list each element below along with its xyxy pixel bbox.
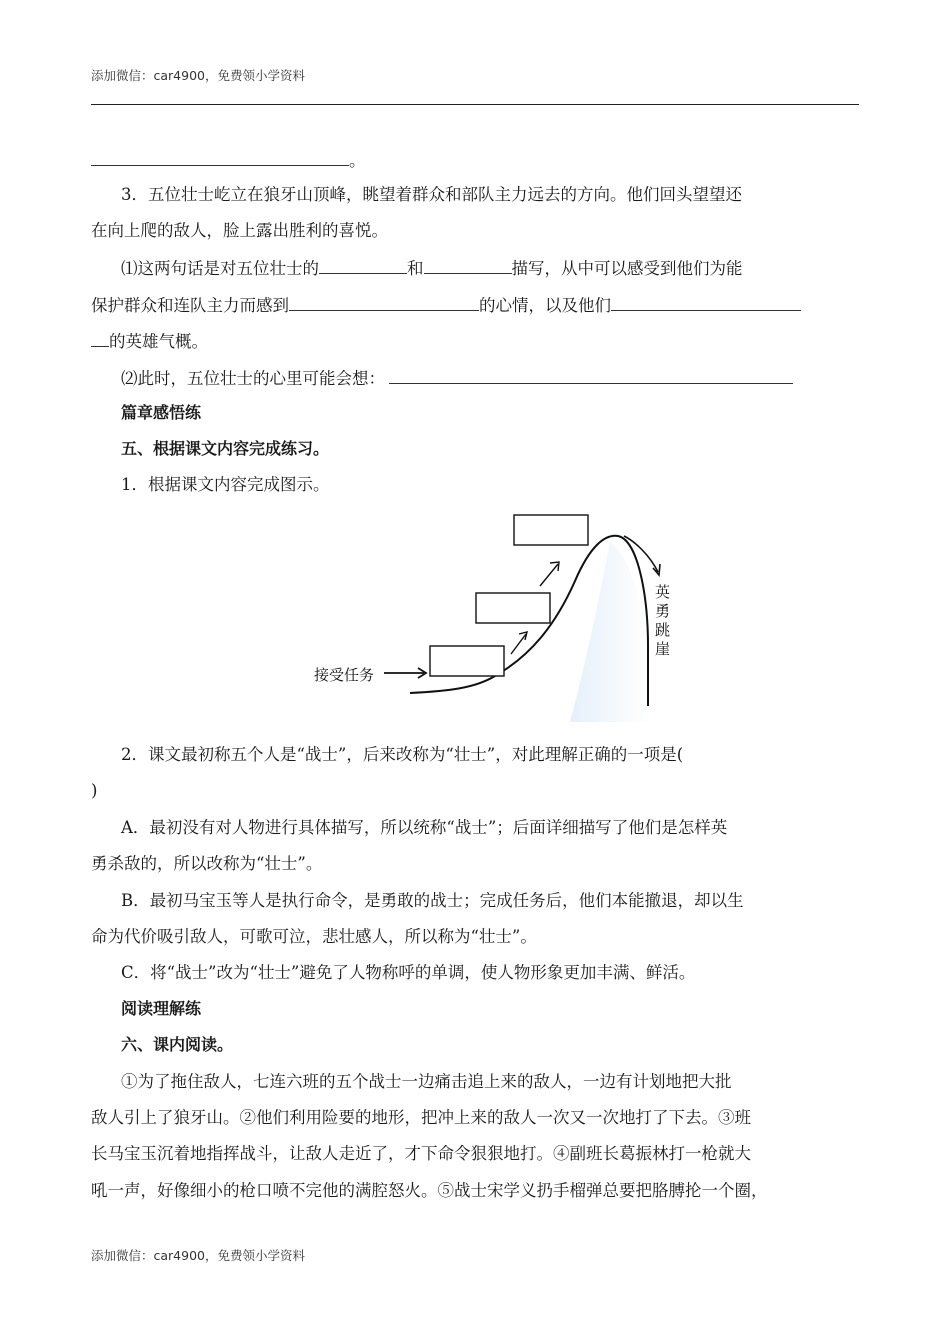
passage-line-1: ①为了拖住敌人，七连六班的五个战士一边痛击追上来的敌人，一边有计划地把大批 (121, 1072, 732, 1091)
question-5-2-line-1: 2．课文最初称五个人是“战士”，后来改称为“壮士”，对此理解正确的一项是( (121, 745, 684, 764)
answer-blank (91, 148, 349, 166)
task-diagram (300, 506, 690, 722)
fill-blank (389, 366, 793, 384)
passage-line-4: 吼一声，好像细小的枪口喷不完他的满腔怒火。⑤战士宋学义扔手榴弹总要把胳膊抡一个圈， (91, 1181, 768, 1200)
descent-arrow (624, 536, 658, 572)
diagram-box-3 (514, 515, 588, 545)
fill-blank (91, 329, 109, 347)
option-b-line-2: 命为代价吸引敌人，可歌可泣，悲壮感人，所以称为“壮士”。 (91, 927, 537, 946)
answer-line-continued: 。 (91, 148, 861, 172)
step-arrow-2-head (550, 562, 559, 571)
section-title-2: 阅读理解练 (121, 999, 202, 1018)
question-3-line-2: 在向上爬的敌人，脸上露出胜利的喜悦。 (91, 221, 388, 240)
page-footer: 添加微信：car4900，免费领小学资料 (91, 1248, 305, 1263)
fill-blank (611, 293, 801, 311)
question-3-line-1: 3．五位壮士屹立在狼牙山顶峰，眺望着群众和部队主力远去的方向。他们回头望望还 (121, 185, 742, 204)
fill-blank (289, 293, 479, 311)
part-5-title: 五、根据课文内容完成练习。 (121, 439, 330, 458)
end-label-char-4: 崖 (655, 640, 671, 658)
header-divider (91, 104, 859, 105)
question-3-1-line-1: ⑴这两句话是对五位壮士的 和 描写，从中可以感受到他们为能 (121, 256, 861, 280)
question-3-2: ⑵此时，五位壮士的心里可能会想： (121, 366, 861, 390)
step-arrow-2 (540, 564, 558, 586)
passage-line-3: 长马宝玉沉着地指挥战斗，让敌人走近了，才下命令狠狠地打。④副班长葛振林打一枪就大 (91, 1144, 751, 1163)
start-label: 接受任务 (314, 666, 375, 684)
fill-blank (319, 256, 407, 274)
fill-blank (424, 256, 512, 274)
question-5-1: 1．根据课文内容完成图示。 (121, 475, 330, 494)
part-6-title: 六、课内阅读。 (121, 1035, 234, 1054)
end-label-char-1: 英 (655, 583, 671, 601)
question-5-2-line-2: ) (91, 781, 98, 800)
end-label-char-3: 跳 (655, 621, 671, 639)
option-c: C．将“战士”改为“壮士”避免了人物称呼的单调，使人物形象更加丰满、鲜活。 (121, 963, 696, 982)
option-b-line-1: B．最初马宝玉等人是执行命令，是勇敢的战士；完成任务后，他们本能撤退，却以生 (121, 891, 744, 910)
option-a-line-1: A．最初没有对人物进行具体描写，所以统称“战士”；后面详细描写了他们是怎样英 (121, 818, 728, 837)
page-header: 添加微信：car4900，免费领小学资料 (91, 68, 305, 83)
question-3-1-line-2: 保护群众和连队主力而感到 的心情，以及他们 (91, 293, 861, 317)
diagram-box-1 (430, 646, 504, 676)
passage-line-2: 敌人引上了狼牙山。②他们利用险要的地形，把冲上来的敌人一次又一次地打了下去。③班 (91, 1108, 751, 1127)
end-label-char-2: 勇 (655, 602, 671, 620)
question-3-1-line-3: 的英雄气概。 (91, 329, 861, 353)
step-arrow-1 (511, 634, 526, 654)
diagram-box-2 (476, 593, 550, 623)
section-title-1: 篇章感悟练 (121, 403, 202, 422)
option-a-line-2: 勇杀敌的，所以改称为“壮士”。 (91, 854, 323, 873)
